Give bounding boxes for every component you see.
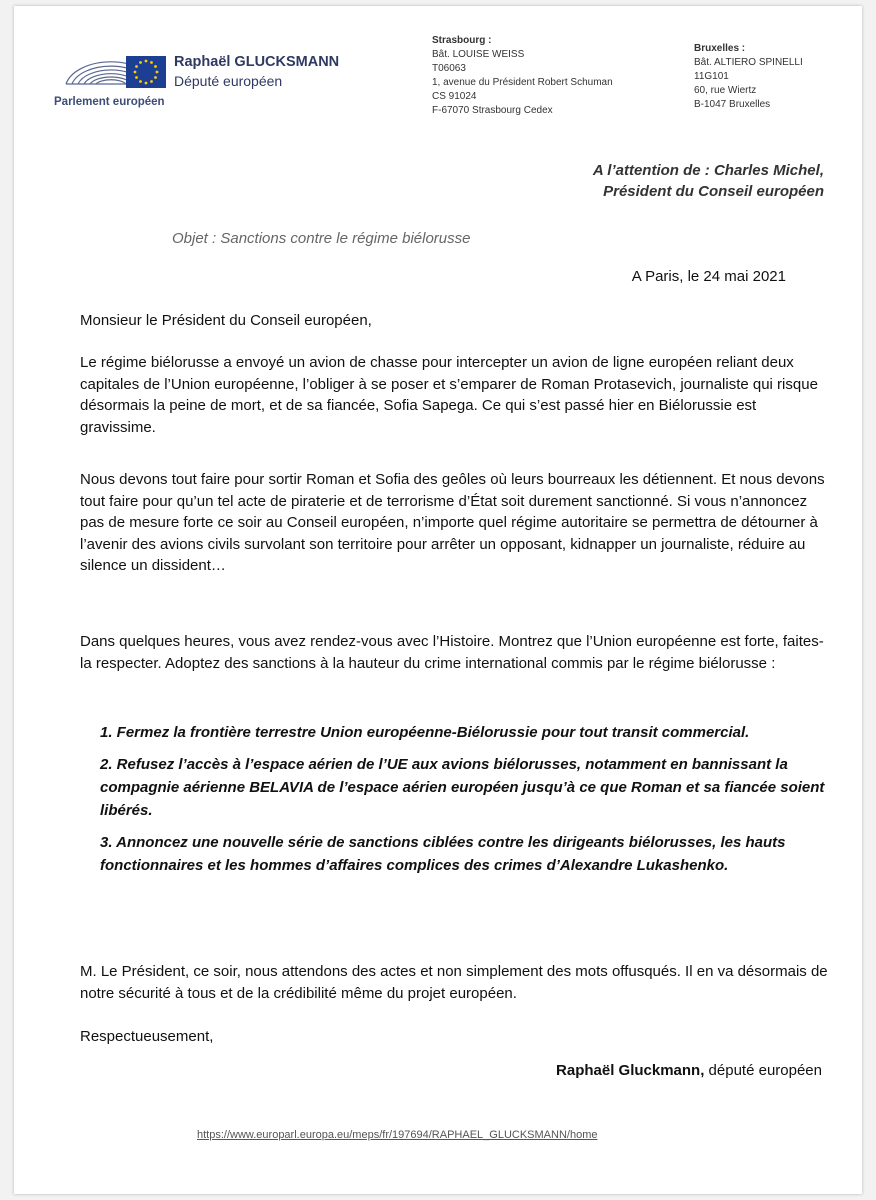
closing: Respectueusement,: [80, 1028, 214, 1045]
address-line: Bât. ALTIERO SPINELLI: [694, 57, 803, 68]
paragraph-1: Le régime biélorusse a envoyé un avion de chasse pour intercepter un avion de ligne européen reliant deux capitales de l’Union européenne, l’obliger à se poser et s’emparer de Roman Protasevich, journaliste qui risque désormais la peine de mort, et de sa fiancée, Sofia Sapega. Ce qui s’est passé hier en Biélorussie est gravissime.: [80, 354, 818, 436]
signature-name: Raphaël Gluckmann,: [556, 1062, 705, 1079]
bruxelles-address: [694, 42, 803, 112]
demand-item: 2. Refusez l’accès à l’espace aérien de l’UE aux avions biélorusses, notamment en bannissant la compagnie aérienne BELAVIA de l’espace aérien européen jusqu’à ce que Roman et sa fiancée soient libérés.: [100, 756, 825, 819]
signature: [556, 1062, 822, 1079]
attention-recipient: A l’attention de : Charles Michel,: [592, 162, 824, 179]
paragraph-4: M. Le Président, ce soir, nous attendons des actes et non simplement des mots offusqués. Il en va désormais de notre sécurité à tous et de la crédibilité même du projet européen.: [80, 963, 828, 1002]
strasbourg-address: [432, 34, 613, 118]
address-line: T06063: [432, 63, 466, 74]
attention-block: [593, 160, 824, 202]
letter-date: A Paris, le 24 mai 2021: [631, 268, 786, 285]
salutation: Monsieur le Président du Conseil européen,: [80, 312, 372, 329]
letter-page: [14, 6, 862, 1194]
footer-url-link[interactable]: https://www.europarl.europa.eu/meps/fr/197694/RAPHAEL_GLUCKSMANN/home: [197, 1129, 598, 1141]
author-title: Député européen: [174, 73, 283, 89]
address-line: 11G101: [694, 71, 729, 82]
address-line: CS 91024: [432, 91, 477, 102]
logo-caption: Parlement européen: [54, 96, 165, 108]
demands-list: [100, 721, 840, 886]
author-name: Raphaël GLUCKSMANN: [174, 54, 340, 70]
address-line: 60, rue Wiertz: [694, 85, 757, 96]
address-line: Bât. LOUISE WEISS: [432, 49, 525, 60]
paragraph-3: Dans quelques heures, vous avez rendez-vous avec l’Histoire. Montrez que l’Union européenne est forte, faites-la respecter. Adoptez des sanctions à la hauteur du crime international commis par le régime biélorusse :: [80, 633, 824, 672]
demand-item: 1. Fermez la frontière terrestre Union européenne-Biélorussie pour tout transit commercial.: [100, 724, 750, 741]
bruxelles-city: Bruxelles :: [694, 43, 746, 54]
address-line: 1, avenue du Président Robert Schuman: [432, 77, 613, 88]
letter-subject: Objet : Sanctions contre le régime biélorusse: [172, 230, 471, 247]
paragraph-2: Nous devons tout faire pour sortir Roman et Sofia des geôles où leurs bourreaux les détiennent. Et nous devons tout faire pour qu’un tel acte de piraterie et de terrorisme d’État soit durement sanctionné. Si vous n’annoncez pas de mesure forte ce soir au Conseil européen, n’importe quel régime autoritaire se permettra de détourner à l’avenir des avions civils survolant son territoire pour arrêter un opposant, kidnapper un journaliste, réduire au silence un dissident…: [80, 471, 825, 574]
strasbourg-city: Strasbourg :: [432, 35, 492, 46]
address-line: F-67070 Strasbourg Cedex: [432, 105, 553, 116]
attention-role: Président du Conseil européen: [603, 183, 824, 200]
demand-item: 3. Annoncez une nouvelle série de sanctions ciblées contre les dirigeants biélorusses, les hauts fonctionnaires et les hommes d’affaires complices des crimes d’Alexandre Lukashenko.: [100, 834, 786, 874]
signature-title: député européen: [704, 1062, 822, 1079]
address-line: B-1047 Bruxelles: [694, 99, 771, 110]
